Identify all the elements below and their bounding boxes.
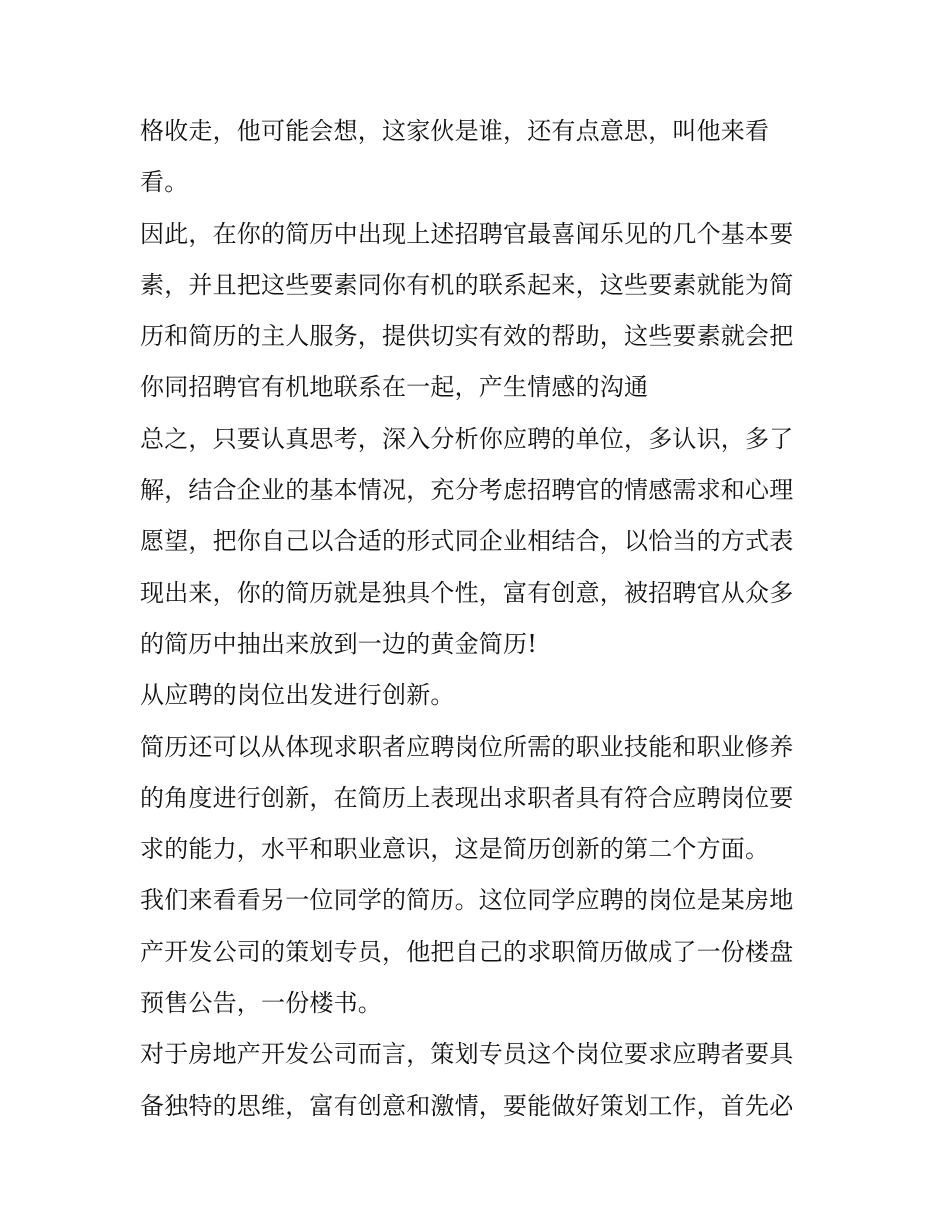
text-line: 因此，在你的简历中出现上述招聘官最喜闻乐见的几个基本要 xyxy=(140,219,794,248)
text-line: 预售公告，一份楼书。 xyxy=(140,989,382,1018)
text-line: 的简历中抽出来放到一边的黄金简历! xyxy=(140,629,538,658)
text-line: 产开发公司的策划专员，他把自己的求职简历做成了一份楼盘 xyxy=(140,937,794,966)
text-line: 格收走，他可能会想，这家伙是谁，还有点意思，叫他来看 xyxy=(140,117,770,145)
text-line: 从应聘的岗位出发进行创新。 xyxy=(140,681,455,710)
text-line: 愿望，把你自己以合适的形式同企业相结合，以恰当的方式表 xyxy=(140,527,794,556)
text-line: 现出来，你的简历就是独具个性，富有创意，被招聘官从众多 xyxy=(140,578,794,607)
text-line: 历和简历的主人服务，提供切实有效的帮助，这些要素就会把 xyxy=(140,322,794,351)
body-text xyxy=(140,106,820,1132)
text-line: 你同招聘官有机地联系在一起，产生情感的沟通 xyxy=(140,373,649,402)
text-line: 看。 xyxy=(140,168,189,197)
text-line: 我们来看看另一位同学的简历。这位同学应聘的岗位是某房地 xyxy=(140,886,794,915)
text-line: 对于房地产开发公司而言，策划专员这个岗位要求应聘者要具 xyxy=(140,1040,794,1069)
text-line: 解，结合企业的基本情况，充分考虑招聘官的情感需求和心理 xyxy=(140,476,794,505)
text-line: 素，并且把这些要素同你有机的联系起来，这些要素就能为简 xyxy=(140,270,794,299)
text-line: 简历还可以从体现求职者应聘岗位所需的职业技能和职业修养 xyxy=(140,732,794,761)
text-line: 的角度进行创新，在简历上表现出求职者具有符合应聘岗位要 xyxy=(140,783,794,812)
text-line: 备独特的思维，富有创意和激情，要能做好策划工作，首先必 xyxy=(140,1091,794,1120)
text-line: 求的能力，水平和职业意识，这是简历创新的第二个方面。 xyxy=(140,835,770,864)
text-line: 总之，只要认真思考，深入分析你应聘的单位，多认识，多了 xyxy=(140,424,794,453)
